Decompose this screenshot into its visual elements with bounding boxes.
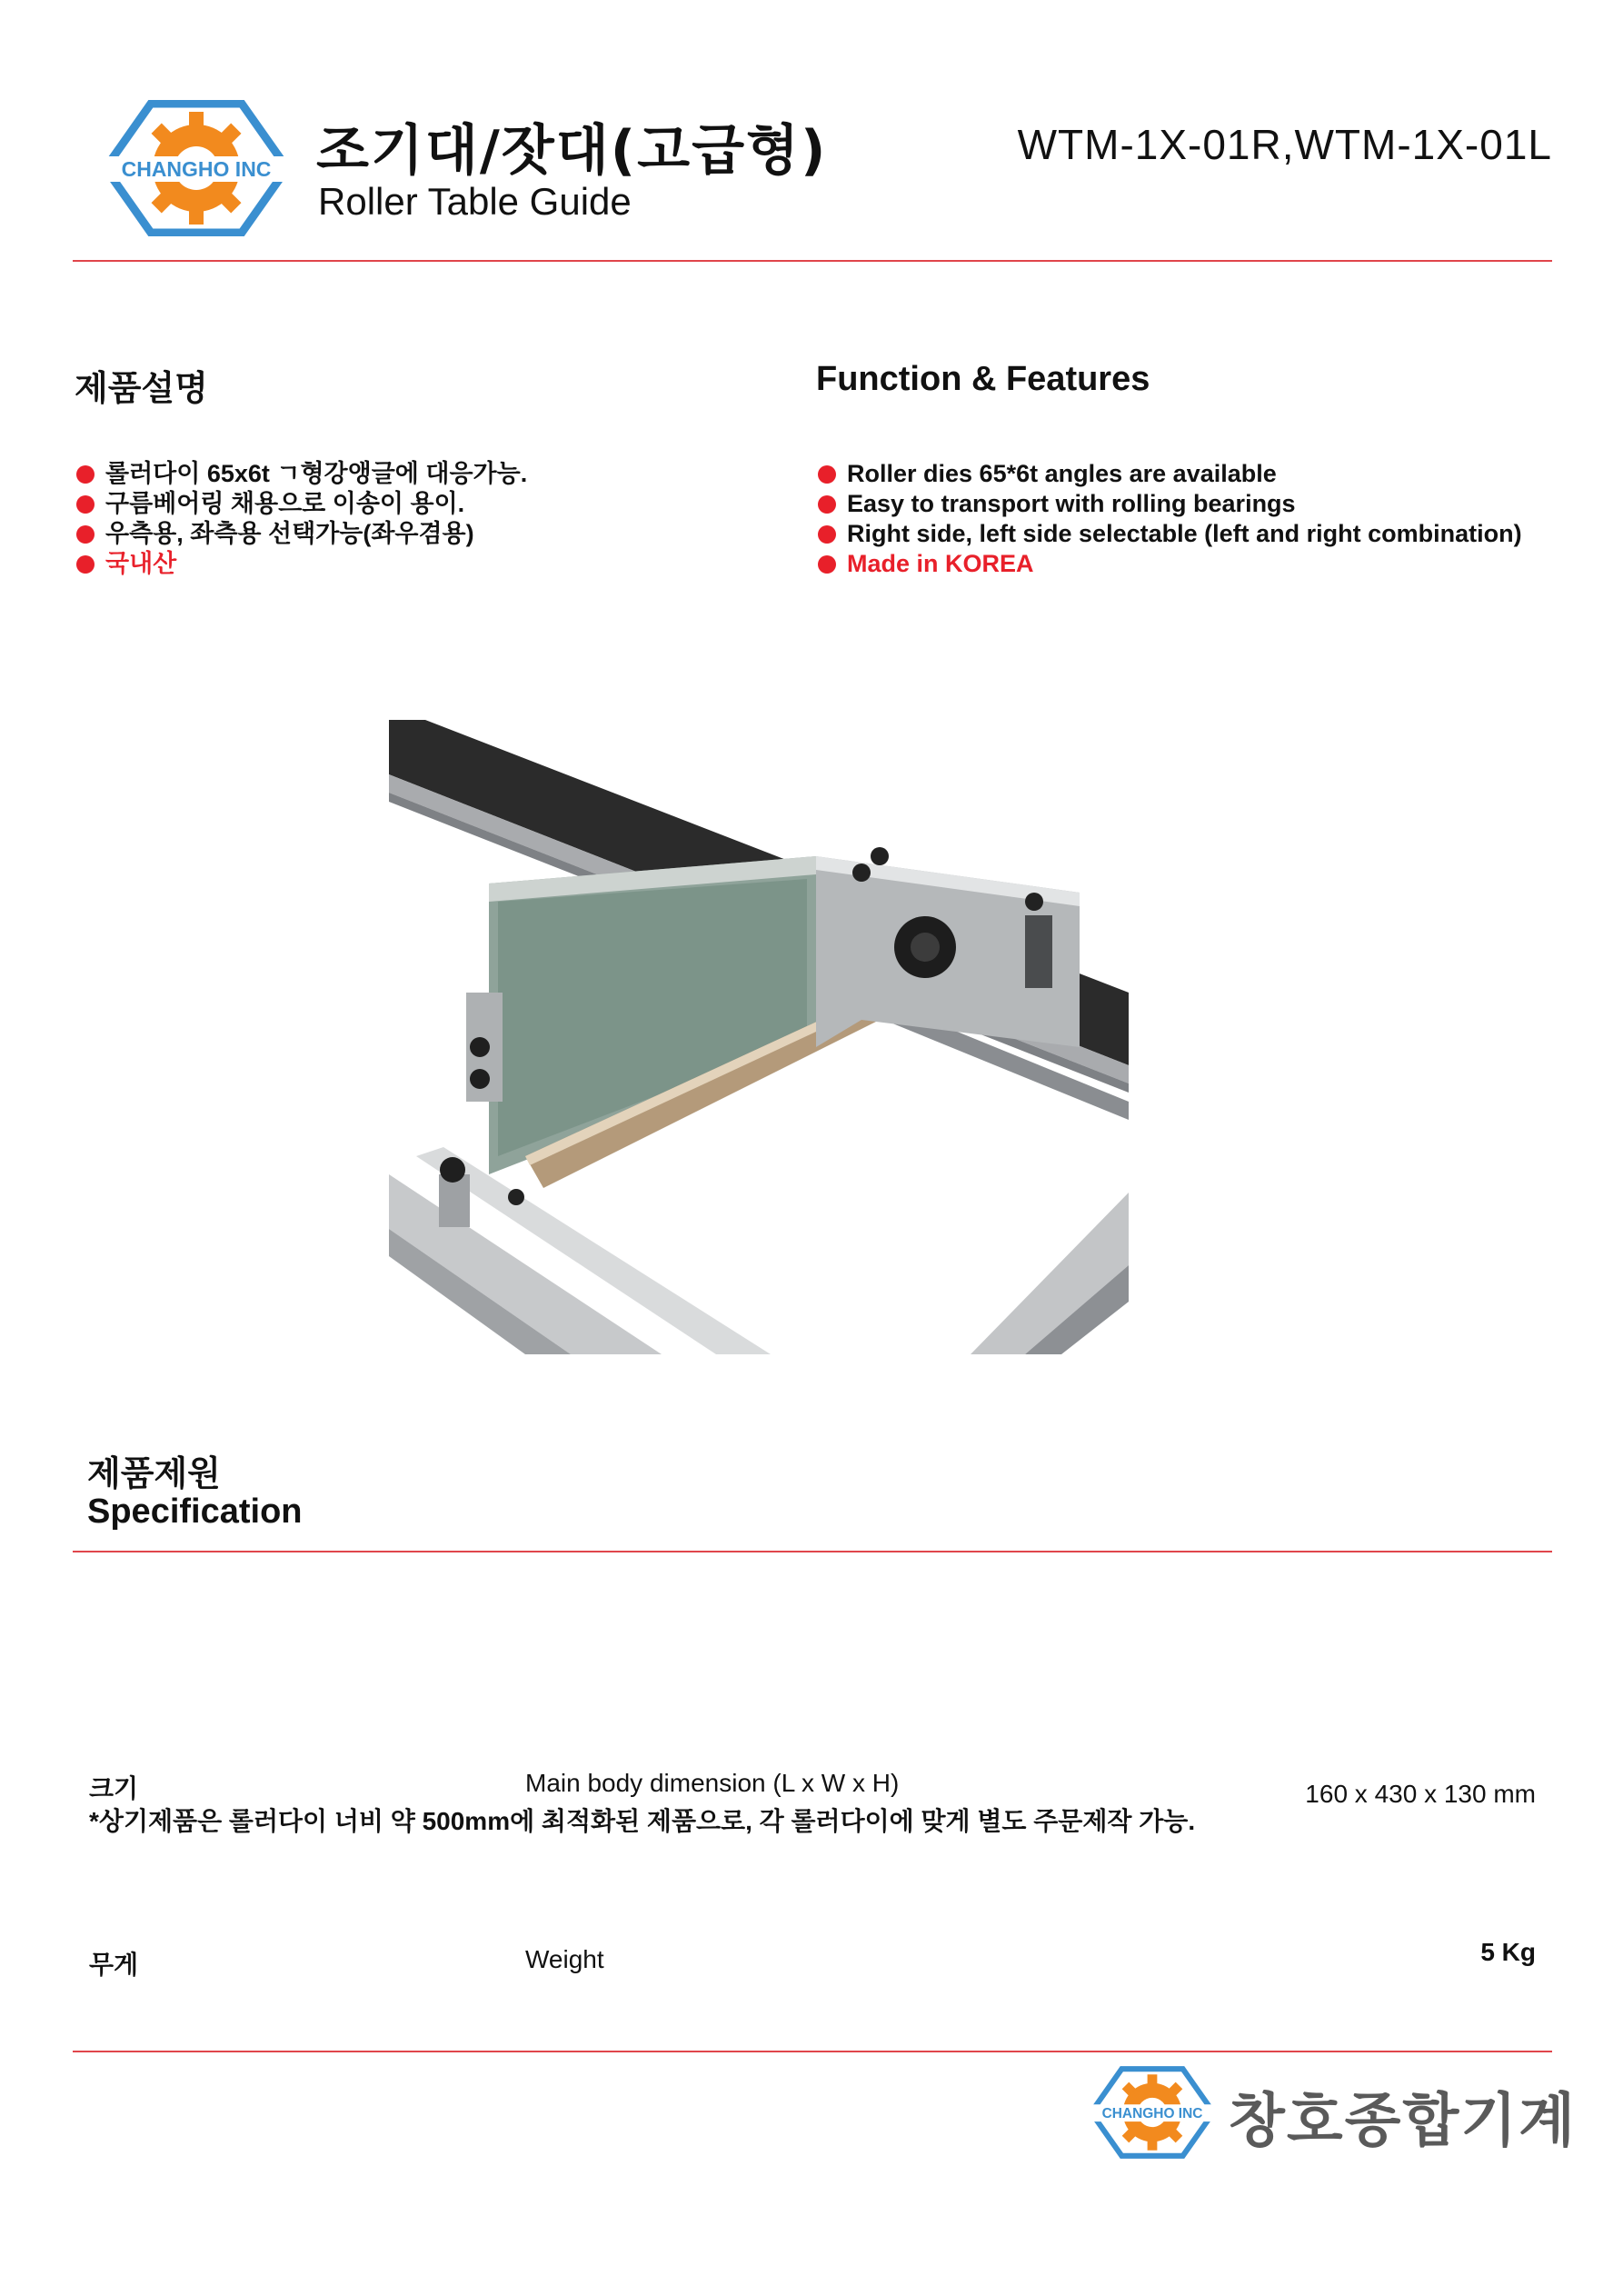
features-title: Function & Features: [816, 360, 1150, 398]
feature-item: Roller dies 65*6t angles are available: [818, 459, 1522, 489]
logo-text: CHANGHO INC: [121, 157, 272, 181]
bullet-dot-icon: [76, 525, 95, 544]
features-list: [818, 459, 1522, 579]
bullet-dot-icon: [818, 525, 836, 544]
weight-label-en: Weight: [525, 1945, 604, 1973]
page-title-ko: 조기대/잣대(고급형): [316, 119, 828, 183]
bullet-dot-icon: [818, 495, 836, 514]
weight-value: 5 Kg: [1480, 1938, 1536, 1966]
page-title-en: Roller Table Guide: [318, 180, 632, 223]
footer-logo: [1089, 2065, 1216, 2160]
spec-title-ko: 제품제원: [87, 1455, 221, 1493]
size-label-en: Main body dimension (L x W x H): [525, 1769, 900, 1797]
brand-name-ko: 창호종합기계: [1229, 2088, 1577, 2155]
weight-label-ko: 무게: [89, 1951, 139, 1979]
size-value: 160 x 430 x 130 mm: [1305, 1780, 1536, 1808]
bullet-dot-icon: [76, 495, 95, 514]
bullet-dot-icon: [818, 465, 836, 484]
footer-divider: [73, 2051, 1552, 2052]
bullet-dot-icon: [76, 555, 95, 574]
description-item: 구름베어링 채용으로 이송이 용이.: [76, 489, 527, 519]
description-list: [76, 459, 527, 579]
description-item: 우측용, 좌측용 선택가능(좌우겸용): [76, 519, 527, 549]
bullet-dot-icon: [76, 465, 95, 484]
product-photo: [389, 720, 1129, 1354]
bullet-dot-icon: [818, 555, 836, 574]
spec-title-en: Specification: [87, 1492, 303, 1531]
description-item: 국내산: [76, 549, 527, 579]
spec-divider: [73, 1551, 1552, 1552]
size-note: *상기제품은 롤러다이 너비 약 500mm에 최적화된 제품으로, 각 롤러다이에 맞게 별도 주문제작 가능.: [89, 1807, 1196, 1835]
feature-item: Made in KOREA: [818, 549, 1522, 579]
feature-item: Easy to transport with rolling bearings: [818, 489, 1522, 519]
description-item: 롤러다이 65x6t ㄱ형강앵글에 대응가능.: [76, 459, 527, 489]
header-divider: [73, 260, 1552, 262]
feature-item: Right side, left side selectable (left and right combination): [818, 519, 1522, 549]
description-title: 제품설명: [75, 370, 208, 408]
model-number: WTM-1X-01R,WTM-1X-01L: [1017, 121, 1552, 168]
footer-logo-text: CHANGHO INC: [1101, 2106, 1203, 2122]
changho-logo: [102, 100, 291, 236]
size-label-ko: 크기: [89, 1774, 139, 1802]
